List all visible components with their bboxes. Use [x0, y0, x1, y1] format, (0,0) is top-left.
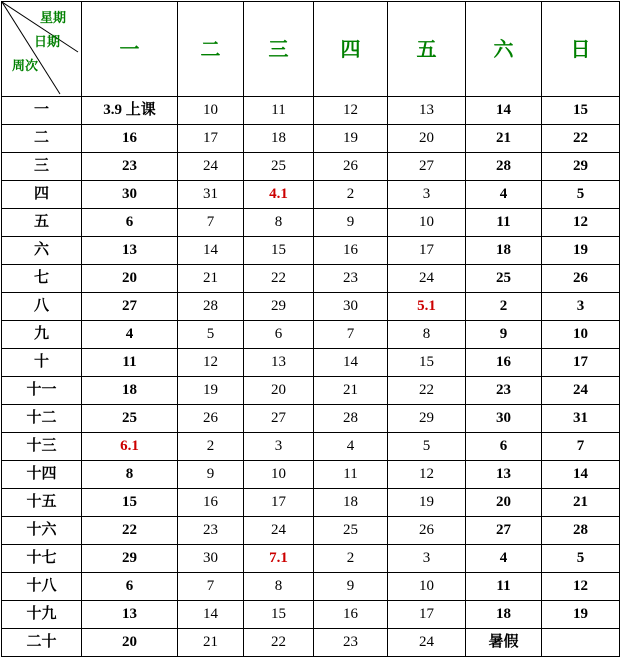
date-cell-mon: 13 — [82, 601, 178, 629]
date-cell-mon: 29 — [82, 545, 178, 573]
date-cell-fri: 3 — [388, 181, 466, 209]
date-cell-sat: 27 — [466, 517, 542, 545]
date-cell-fri: 20 — [388, 125, 466, 153]
semester-calendar-table — [1, 1, 620, 657]
date-cell-thu: 2 — [314, 181, 388, 209]
date-cell-sun: 3 — [542, 293, 620, 321]
week-row — [2, 349, 620, 377]
date-cell-mon: 25 — [82, 405, 178, 433]
date-cell-tue: 31 — [178, 181, 244, 209]
week-number-cell: 十四 — [2, 461, 82, 489]
date-cell-fri: 13 — [388, 97, 466, 125]
date-cell-sat: 11 — [466, 573, 542, 601]
date-cell-thu: 26 — [314, 153, 388, 181]
date-cell-sat: 暑假 — [466, 629, 542, 657]
date-cell-sat: 16 — [466, 349, 542, 377]
date-cell-wed: 24 — [244, 517, 314, 545]
date-cell-fri: 17 — [388, 237, 466, 265]
calendar-body — [2, 2, 620, 657]
week-row — [2, 461, 620, 489]
date-cell-sat: 25 — [466, 265, 542, 293]
date-cell-wed: 22 — [244, 629, 314, 657]
date-cell-sun: 24 — [542, 377, 620, 405]
date-cell-wed: 8 — [244, 209, 314, 237]
week-number-cell: 十九 — [2, 601, 82, 629]
date-cell-thu: 9 — [314, 209, 388, 237]
week-number-cell: 十七 — [2, 545, 82, 573]
week-number-cell: 三 — [2, 153, 82, 181]
week-row — [2, 377, 620, 405]
date-cell-fri: 15 — [388, 349, 466, 377]
corner-label-week-number: 周次 — [12, 59, 39, 74]
date-cell-tue: 2 — [178, 433, 244, 461]
date-cell-sun — [542, 629, 620, 657]
date-cell-fri: 5 — [388, 433, 466, 461]
week-row — [2, 293, 620, 321]
date-cell-mon: 16 — [82, 125, 178, 153]
date-cell-tue: 30 — [178, 545, 244, 573]
date-cell-sun: 12 — [542, 209, 620, 237]
day-header-tue: 二 — [178, 2, 244, 97]
date-cell-sat: 6 — [466, 433, 542, 461]
week-row — [2, 209, 620, 237]
date-cell-sun: 12 — [542, 573, 620, 601]
date-cell-fri: 29 — [388, 405, 466, 433]
date-cell-thu: 16 — [314, 237, 388, 265]
week-row — [2, 265, 620, 293]
week-number-cell: 十六 — [2, 517, 82, 545]
date-cell-thu: 30 — [314, 293, 388, 321]
date-cell-sun: 17 — [542, 349, 620, 377]
date-cell-mon: 27 — [82, 293, 178, 321]
week-row — [2, 545, 620, 573]
date-cell-mon: 18 — [82, 377, 178, 405]
week-number-cell: 八 — [2, 293, 82, 321]
week-row — [2, 405, 620, 433]
date-cell-tue: 17 — [178, 125, 244, 153]
date-cell-sat: 28 — [466, 153, 542, 181]
date-cell-sat: 4 — [466, 181, 542, 209]
date-cell-sun: 31 — [542, 405, 620, 433]
date-cell-sat: 30 — [466, 405, 542, 433]
date-cell-mon: 20 — [82, 629, 178, 657]
date-cell-wed: 11 — [244, 97, 314, 125]
date-cell-sun: 10 — [542, 321, 620, 349]
date-cell-sun: 7 — [542, 433, 620, 461]
date-cell-fri: 3 — [388, 545, 466, 573]
header-row — [2, 2, 620, 97]
day-header-mon: 一 — [82, 2, 178, 97]
week-number-cell: 十八 — [2, 573, 82, 601]
date-cell-sat: 23 — [466, 377, 542, 405]
date-cell-wed: 17 — [244, 489, 314, 517]
day-header-fri: 五 — [388, 2, 466, 97]
date-cell-fri: 19 — [388, 489, 466, 517]
date-cell-mon: 8 — [82, 461, 178, 489]
date-cell-mon: 30 — [82, 181, 178, 209]
date-cell-wed: 6 — [244, 321, 314, 349]
corner-label-date: 日期 — [34, 35, 61, 50]
date-cell-tue: 10 — [178, 97, 244, 125]
date-cell-wed: 3 — [244, 433, 314, 461]
date-cell-fri: 27 — [388, 153, 466, 181]
week-number-cell: 十一 — [2, 377, 82, 405]
date-cell-sun: 5 — [542, 545, 620, 573]
date-cell-wed: 15 — [244, 601, 314, 629]
date-cell-tue: 14 — [178, 237, 244, 265]
date-cell-mon: 15 — [82, 489, 178, 517]
date-cell-wed: 4.1 — [244, 181, 314, 209]
day-header-sun: 日 — [542, 2, 620, 97]
week-row — [2, 629, 620, 657]
week-number-cell: 五 — [2, 209, 82, 237]
date-cell-thu: 23 — [314, 629, 388, 657]
week-row — [2, 153, 620, 181]
date-cell-sat: 18 — [466, 601, 542, 629]
date-cell-thu: 23 — [314, 265, 388, 293]
date-cell-thu: 21 — [314, 377, 388, 405]
date-cell-sat: 14 — [466, 97, 542, 125]
date-cell-wed: 18 — [244, 125, 314, 153]
week-row — [2, 517, 620, 545]
week-row — [2, 181, 620, 209]
date-cell-fri: 24 — [388, 629, 466, 657]
date-cell-fri: 5.1 — [388, 293, 466, 321]
date-cell-fri: 12 — [388, 461, 466, 489]
date-cell-sun: 15 — [542, 97, 620, 125]
date-cell-thu: 11 — [314, 461, 388, 489]
date-cell-sat: 2 — [466, 293, 542, 321]
date-cell-thu: 2 — [314, 545, 388, 573]
date-cell-sun: 19 — [542, 237, 620, 265]
week-row — [2, 97, 620, 125]
date-cell-mon: 4 — [82, 321, 178, 349]
date-cell-wed: 15 — [244, 237, 314, 265]
date-cell-sat: 13 — [466, 461, 542, 489]
date-cell-tue: 9 — [178, 461, 244, 489]
date-cell-thu: 7 — [314, 321, 388, 349]
date-cell-sat: 21 — [466, 125, 542, 153]
date-cell-tue: 23 — [178, 517, 244, 545]
week-number-cell: 二 — [2, 125, 82, 153]
date-cell-thu: 19 — [314, 125, 388, 153]
date-cell-fri: 8 — [388, 321, 466, 349]
date-cell-sun: 26 — [542, 265, 620, 293]
week-number-cell: 十 — [2, 349, 82, 377]
date-cell-sun: 5 — [542, 181, 620, 209]
date-cell-wed: 8 — [244, 573, 314, 601]
corner-header-cell — [2, 2, 82, 97]
week-number-cell: 十五 — [2, 489, 82, 517]
week-row — [2, 321, 620, 349]
week-row — [2, 489, 620, 517]
date-cell-sat: 20 — [466, 489, 542, 517]
day-header-wed: 三 — [244, 2, 314, 97]
date-cell-thu: 25 — [314, 517, 388, 545]
date-cell-tue: 21 — [178, 629, 244, 657]
date-cell-mon: 13 — [82, 237, 178, 265]
corner-label-weekday: 星期 — [40, 11, 67, 26]
date-cell-wed: 22 — [244, 265, 314, 293]
week-row — [2, 433, 620, 461]
date-cell-tue: 7 — [178, 573, 244, 601]
date-cell-tue: 21 — [178, 265, 244, 293]
date-cell-sun: 19 — [542, 601, 620, 629]
date-cell-tue: 12 — [178, 349, 244, 377]
date-cell-wed: 10 — [244, 461, 314, 489]
date-cell-tue: 16 — [178, 489, 244, 517]
week-number-cell: 二十 — [2, 629, 82, 657]
week-row — [2, 125, 620, 153]
date-cell-sun: 22 — [542, 125, 620, 153]
date-cell-sat: 9 — [466, 321, 542, 349]
date-cell-sat: 11 — [466, 209, 542, 237]
date-cell-fri: 26 — [388, 517, 466, 545]
date-cell-fri: 17 — [388, 601, 466, 629]
week-number-cell: 六 — [2, 237, 82, 265]
week-number-cell: 一 — [2, 97, 82, 125]
date-cell-wed: 20 — [244, 377, 314, 405]
date-cell-tue: 5 — [178, 321, 244, 349]
week-number-cell: 四 — [2, 181, 82, 209]
date-cell-sat: 18 — [466, 237, 542, 265]
date-cell-tue: 7 — [178, 209, 244, 237]
date-cell-mon: 6 — [82, 209, 178, 237]
date-cell-thu: 12 — [314, 97, 388, 125]
date-cell-mon: 3.9 上课 — [82, 97, 178, 125]
date-cell-fri: 22 — [388, 377, 466, 405]
date-cell-thu: 28 — [314, 405, 388, 433]
date-cell-wed: 27 — [244, 405, 314, 433]
date-cell-thu: 9 — [314, 573, 388, 601]
date-cell-thu: 16 — [314, 601, 388, 629]
day-header-sat: 六 — [466, 2, 542, 97]
date-cell-mon: 6 — [82, 573, 178, 601]
date-cell-wed: 29 — [244, 293, 314, 321]
date-cell-sat: 4 — [466, 545, 542, 573]
date-cell-fri: 10 — [388, 209, 466, 237]
date-cell-sun: 14 — [542, 461, 620, 489]
date-cell-mon: 23 — [82, 153, 178, 181]
date-cell-wed: 7.1 — [244, 545, 314, 573]
date-cell-thu: 4 — [314, 433, 388, 461]
week-number-cell: 十二 — [2, 405, 82, 433]
week-number-cell: 九 — [2, 321, 82, 349]
date-cell-sun: 21 — [542, 489, 620, 517]
date-cell-tue: 14 — [178, 601, 244, 629]
week-row — [2, 573, 620, 601]
day-header-thu: 四 — [314, 2, 388, 97]
date-cell-sun: 29 — [542, 153, 620, 181]
date-cell-sun: 28 — [542, 517, 620, 545]
date-cell-wed: 13 — [244, 349, 314, 377]
week-number-cell: 十三 — [2, 433, 82, 461]
date-cell-fri: 24 — [388, 265, 466, 293]
date-cell-mon: 22 — [82, 517, 178, 545]
date-cell-mon: 6.1 — [82, 433, 178, 461]
date-cell-wed: 25 — [244, 153, 314, 181]
date-cell-mon: 11 — [82, 349, 178, 377]
date-cell-tue: 24 — [178, 153, 244, 181]
date-cell-mon: 20 — [82, 265, 178, 293]
date-cell-thu: 14 — [314, 349, 388, 377]
date-cell-tue: 28 — [178, 293, 244, 321]
date-cell-tue: 19 — [178, 377, 244, 405]
date-cell-thu: 18 — [314, 489, 388, 517]
date-cell-fri: 10 — [388, 573, 466, 601]
date-cell-tue: 26 — [178, 405, 244, 433]
week-row — [2, 601, 620, 629]
week-row — [2, 237, 620, 265]
week-number-cell: 七 — [2, 265, 82, 293]
